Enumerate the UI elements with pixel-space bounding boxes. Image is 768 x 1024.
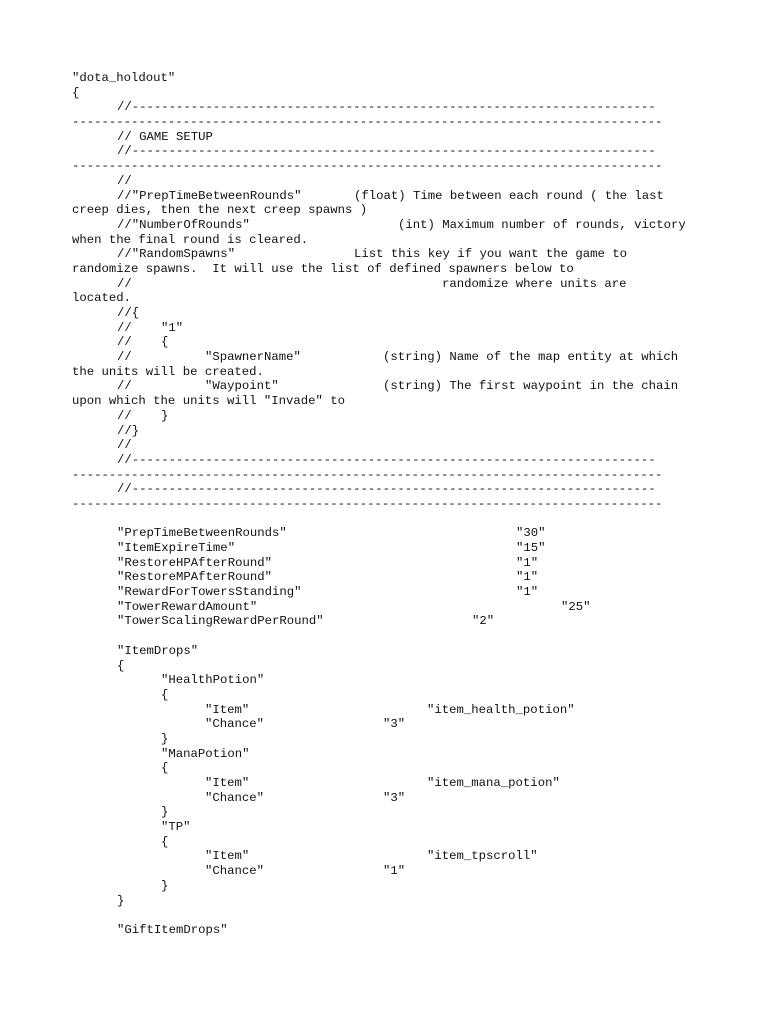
line-value: "1" (516, 555, 539, 570)
line-value: "15" (516, 541, 546, 555)
line-value: } (161, 408, 169, 423)
chance-row (72, 717, 712, 732)
line-value: "1" (516, 570, 539, 585)
line-key: "TowerScalingRewardPerRound" (117, 614, 324, 629)
line-value: "1" (516, 585, 539, 600)
document-body (72, 71, 712, 938)
chance-row (72, 864, 712, 879)
line-key: -------------------------------------------------------------------------------- (72, 159, 663, 174)
comment-line (72, 306, 712, 321)
blank-line (72, 908, 712, 923)
comment-key-line (72, 218, 712, 233)
line-value: "SpawnerName" (205, 350, 301, 365)
brace (72, 894, 712, 909)
line-key: the units will be created. (72, 364, 264, 379)
setting-row (72, 556, 712, 571)
comment-key-line (72, 379, 712, 394)
line-value: (int) Maximum number of rounds, victory (398, 217, 686, 232)
block-key (72, 747, 712, 762)
code-line (72, 86, 712, 101)
comment-wrap (72, 394, 712, 409)
line-value: "25" (561, 599, 591, 614)
separator-line (72, 453, 712, 468)
brace (72, 732, 712, 747)
setting-row (72, 585, 712, 600)
line-key: "Chance" (205, 790, 265, 805)
line-key: { (72, 85, 80, 100)
line-key: } (161, 731, 169, 746)
comment-wrap (72, 203, 712, 218)
setting-row (72, 526, 712, 541)
separator-line (72, 144, 712, 159)
item-row (72, 849, 712, 864)
line-key: "RewardForTowersStanding" (117, 585, 302, 600)
comment-wrap (72, 262, 712, 277)
line-key: "Item" (205, 849, 250, 864)
section-comment (72, 130, 712, 145)
line-key: { (117, 658, 125, 673)
line-value: "30" (516, 526, 546, 541)
comment-line (72, 438, 712, 453)
line-key: //----------------------------------------------------------------------- (117, 482, 656, 497)
line-key: //----------------------------------------------------------------------- (117, 144, 656, 159)
comment-key-line (72, 350, 712, 365)
line-key: //{ (117, 306, 140, 320)
line-value: "item_tpscroll" (427, 849, 538, 864)
separator-line (72, 100, 712, 115)
line-key: // GAME SETUP (117, 129, 213, 144)
line-key: // (117, 350, 132, 365)
line-key: // (117, 276, 132, 291)
chance-row (72, 791, 712, 806)
comment-wrap (72, 291, 712, 306)
comment-line (72, 424, 712, 439)
line-value: "3" (383, 717, 406, 732)
line-key: "Chance" (205, 717, 265, 732)
comment-line (72, 174, 712, 189)
line-key: "PrepTimeBetweenRounds" (117, 526, 287, 541)
line-key: "TP" (161, 820, 191, 835)
line-value: "2" (472, 614, 495, 629)
comment-wrap (72, 233, 712, 248)
line-key: located. (72, 291, 132, 306)
block-key (72, 644, 712, 659)
line-key: { (161, 687, 169, 702)
line-value: randomize where units are (442, 276, 627, 291)
line-value: (string) The first waypoint in the chain (383, 379, 679, 394)
line-key: } (117, 893, 125, 908)
line-key: "Item" (205, 776, 250, 790)
line-key: -------------------------------------------------------------------------------- (72, 115, 663, 130)
brace (72, 688, 712, 703)
separator-line-wrap (72, 468, 712, 483)
line-key: "Item" (205, 702, 250, 717)
line-value: "3" (383, 790, 406, 805)
brace (72, 835, 712, 850)
line-key: "ItemDrops" (117, 643, 199, 658)
line-key: -------------------------------------------------------------------------------- (72, 496, 663, 511)
line-key: "HealthPotion" (161, 673, 265, 688)
comment-wrap (72, 365, 712, 380)
blank-line (72, 512, 712, 527)
code-line (72, 71, 712, 86)
comment-key-line (72, 189, 712, 204)
line-key: //----------------------------------------------------------------------- (117, 100, 656, 115)
line-key: "dota_holdout" (72, 71, 176, 85)
line-key: "RestoreHPAfterRound" (117, 555, 272, 570)
brace (72, 805, 712, 820)
line-key: // (117, 173, 132, 188)
comment-line (72, 277, 712, 292)
line-key: "RestoreMPAfterRound" (117, 570, 272, 585)
line-value: (string) Name of the map entity at which (383, 350, 679, 365)
line-key: //----------------------------------------------------------------------- (117, 452, 656, 467)
line-key: when the final round is cleared. (72, 232, 309, 247)
setting-row (72, 570, 712, 585)
brace (72, 659, 712, 674)
line-value: List this key if you want the game to (354, 247, 628, 262)
line-key: // (117, 438, 132, 453)
line-key: { (161, 761, 169, 776)
separator-line (72, 482, 712, 497)
line-key: "TowerRewardAmount" (117, 599, 258, 614)
line-key: creep dies, then the next creep spawns ) (72, 203, 368, 218)
item-row (72, 776, 712, 791)
setting-row (72, 541, 712, 556)
line-value: "1" (161, 320, 184, 335)
line-value: "item_mana_potion" (427, 776, 560, 790)
line-value: "1" (383, 864, 406, 879)
item-row (72, 703, 712, 718)
line-key: upon which the units will "Invade" to (72, 394, 346, 409)
blank-line (72, 629, 712, 644)
separator-line-wrap (72, 115, 712, 130)
separator-line-wrap (72, 497, 712, 512)
block-key (72, 923, 712, 938)
line-value: "item_health_potion" (427, 702, 575, 717)
line-key: } (161, 805, 169, 820)
comment-line (72, 335, 712, 350)
setting-row (72, 614, 712, 629)
line-key: // (117, 335, 132, 350)
line-key: "ItemExpireTime" (117, 541, 236, 555)
line-value: (float) Time between each round ( the last (354, 188, 664, 203)
line-value: "Waypoint" (205, 379, 279, 394)
line-key: //"RandomSpawns" (117, 247, 236, 262)
block-key (72, 820, 712, 835)
line-key: //"NumberOfRounds" (117, 217, 250, 232)
line-key: "ManaPotion" (161, 746, 250, 761)
line-key: } (161, 878, 169, 893)
setting-row (72, 600, 712, 615)
line-key: "Chance" (205, 864, 265, 879)
line-key: // (117, 320, 132, 335)
comment-line (72, 409, 712, 424)
separator-line-wrap (72, 159, 712, 174)
block-key (72, 673, 712, 688)
comment-line (72, 321, 712, 336)
comment-key-line (72, 247, 712, 262)
line-key: // (117, 408, 132, 423)
brace (72, 879, 712, 894)
line-key: //} (117, 423, 140, 438)
line-key: // (117, 379, 132, 394)
line-key: { (161, 834, 169, 849)
line-value: { (161, 335, 169, 350)
line-key: "GiftItemDrops" (117, 922, 228, 937)
line-key: -------------------------------------------------------------------------------- (72, 467, 663, 482)
brace (72, 761, 712, 776)
line-key: //"PrepTimeBetweenRounds" (117, 188, 302, 203)
line-key: randomize spawns. It will use the list of defined spawners below to (72, 261, 574, 276)
